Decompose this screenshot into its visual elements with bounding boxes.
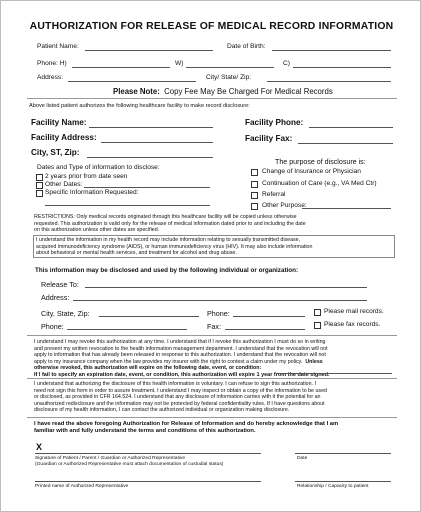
facility-phone-field[interactable] <box>309 127 393 128</box>
revocation-line: apply to information that has already been released in response to this authorization. I understand that the revocation will not <box>34 352 326 359</box>
phone-home-field[interactable] <box>72 67 170 68</box>
date-option-checkbox-1[interactable] <box>36 182 43 189</box>
acknowledgement-line: familiar with and fully understand the terms and conditions of this authorization. <box>34 428 256 435</box>
release-to-field[interactable] <box>85 287 367 288</box>
facility-intro: Above listed patient authorizes the following healthcare facility to make record disclosure: <box>29 103 250 109</box>
revocation-unless: Unless <box>305 358 323 365</box>
facility-name-label: Facility Name: <box>31 118 87 127</box>
address-label: Address: <box>37 74 64 81</box>
revocation-line: and present my written revocation to the health information management department. I understand that the revocation will not <box>34 345 328 352</box>
acknowledgement <box>34 421 338 436</box>
city-state-zip-field[interactable] <box>267 81 391 82</box>
phone-cell-field[interactable] <box>293 67 391 68</box>
dates-heading: Dates and Type of information to disclose: <box>37 164 160 171</box>
purpose-label-2: Referral <box>262 191 286 198</box>
facility-phone-label: Facility Phone: <box>245 118 304 127</box>
printed-name-field[interactable] <box>35 481 261 482</box>
date-option-checkbox-0[interactable] <box>36 174 43 181</box>
date-field[interactable] <box>295 453 391 454</box>
date-option-label-2: Specific Information Requested: <box>45 189 139 196</box>
please-note-text: Copy Fee May Be Charged For Medical Records <box>164 87 333 96</box>
restrictions-text <box>34 214 394 234</box>
revocation-text: apply to my insurance company when the law provides my insurer with the right to contest a claim under my policy. <box>34 358 303 365</box>
divider <box>27 417 397 418</box>
purpose-label-3: Other Purpose: <box>262 202 307 209</box>
purpose-checkbox-1[interactable] <box>251 181 258 188</box>
dob-label: Date of Birth: <box>227 43 266 50</box>
release-phone-field[interactable] <box>233 316 305 317</box>
release-address-label: Address: <box>41 293 70 302</box>
divider <box>27 378 397 379</box>
facility-name-field[interactable] <box>89 127 213 128</box>
patient-name-label: Patient Name: <box>37 43 79 50</box>
date-label: Date <box>297 456 308 461</box>
purpose-label-1: Continuation of Care (e.g., VA Med Ctr) <box>262 180 377 187</box>
form-title: AUTHORIZATION FOR RELEASE OF MEDICAL RECORD INFORMATION <box>29 21 394 32</box>
other-purpose-field[interactable] <box>302 208 391 209</box>
voluntary-line: disclosure of my health information, I can contact the authorized individual or organization making disclosure. <box>34 407 290 414</box>
city-state-zip-label: City/ State/ Zip: <box>206 74 252 81</box>
phone-work-field[interactable] <box>186 67 274 68</box>
voluntary-line: unauthorized redisclosure and the information may not be protected by federal confidentiality rules. If I have questions about <box>34 400 325 407</box>
voluntary-line: or disclosed, as provided in CFR 164.524. I understand that any disclosure of information carries with it the potential for an <box>34 394 321 401</box>
release-phone2-label: Phone: <box>41 322 64 331</box>
release-fax-field[interactable] <box>225 329 305 330</box>
divider <box>27 98 397 99</box>
restrictions-line: RESTRICTIONS: Only medical records originated through this healthcare facility will be copied unless otherwise <box>34 214 297 220</box>
phone-cell-label: C) <box>283 60 290 67</box>
revocation-line: I understand I may revoke this authorization at any time. I understand that if I revoke this authorization I must do so in writing <box>34 339 326 345</box>
signature-x-mark: X <box>36 442 43 452</box>
release-phone-label: Phone: <box>207 309 230 318</box>
revocation-line <box>34 359 394 366</box>
release-city-label: City, State, Zip: <box>41 309 90 318</box>
release-fax-label: Fax: <box>207 322 221 331</box>
relationship-field[interactable] <box>295 481 391 482</box>
date-option-label-1: Other Dates: <box>45 181 83 188</box>
signature-sub-label: (Guardian or Authorized Representative must attach documentation of custodial status) <box>35 462 224 467</box>
specific-info-field[interactable] <box>45 205 210 206</box>
purpose-checkbox-0[interactable] <box>251 169 258 176</box>
notice-line: I understand the information in my health record may include information relating to sexually transmitted disease, <box>36 237 301 243</box>
voluntary-line: I understand that authorizing the disclosure of this health information is voluntary. I can refuse to sign this authorization. I <box>34 381 316 387</box>
facility-address-field[interactable] <box>101 142 213 143</box>
expiration-field[interactable] <box>276 373 392 374</box>
release-phone2-field[interactable] <box>67 329 187 330</box>
purpose-heading: The purpose of disclosure is: <box>275 158 366 166</box>
purpose-checkbox-2[interactable] <box>251 192 258 199</box>
mail-records-label: Please mail records. <box>324 308 384 315</box>
relationship-label: Relationship / Capacity to patient <box>297 484 369 489</box>
facility-fax-label: Facility Fax: <box>245 134 293 143</box>
facility-city-field[interactable] <box>87 157 213 158</box>
release-to-label: Release To: <box>41 280 79 289</box>
release-heading: This information may be disclosed and used by the following individual or organization: <box>35 267 299 274</box>
other-dates-field[interactable] <box>84 187 210 188</box>
dob-field[interactable] <box>272 50 391 51</box>
signature-field[interactable] <box>35 453 261 454</box>
mail-records-checkbox[interactable] <box>314 309 321 316</box>
facility-address-label: Facility Address: <box>31 133 97 142</box>
patient-name-field[interactable] <box>85 50 213 51</box>
release-city-field[interactable] <box>99 316 199 317</box>
fax-records-label: Please fax records. <box>324 321 381 328</box>
divider <box>27 335 397 336</box>
fax-records-checkbox[interactable] <box>314 322 321 329</box>
signature-label: Signature of Patient / Parent / Guardian or Authorized Representative <box>35 456 186 461</box>
voluntary-paragraph <box>34 381 394 414</box>
purpose-label-0: Change of Insurance or Physician <box>262 168 361 175</box>
date-option-label-0: 2 years prior from date seen <box>45 173 128 180</box>
acknowledgement-line: I have read the above foregoing Authorization for Release of Information and do hereby acknowledge that I am <box>34 421 339 427</box>
facility-city-label: City, ST, Zip: <box>31 148 80 157</box>
restrictions-line: requested. This authorization is valid only for the release of medical information dated prior to and including the date <box>34 220 306 227</box>
sensitive-info-notice <box>33 235 395 258</box>
facility-fax-field[interactable] <box>298 143 393 144</box>
please-note-label: Please Note: <box>113 87 160 96</box>
phone-work-label: W) <box>175 60 184 67</box>
voluntary-line: need not sign this form in order to assure treatment. I understand I may inspect or obtain a copy of the information to be used <box>34 387 327 394</box>
notice-line: about behavioral or mental health services, and treatment for alcohol and drug abuse. <box>36 250 237 257</box>
date-option-checkbox-2[interactable] <box>36 190 43 197</box>
please-note <box>113 87 333 96</box>
printed-name-label: Printed name of Authorized Representative <box>35 484 129 489</box>
purpose-checkbox-3[interactable] <box>251 203 258 210</box>
address-field[interactable] <box>68 81 196 82</box>
revocation-default-expire: If I fail to specify an expiration date, event, or condition, this authorization will expire 1 year from the date signed. <box>34 371 330 378</box>
notice-line: acquired immunodeficiency syndrome (AIDS), or human immunodeficiency virus (HIV). It may also include information <box>36 243 313 250</box>
phone-home-label: Phone: H) <box>37 60 67 67</box>
release-address-field[interactable] <box>73 300 367 301</box>
revocation-expire-line: otherwise revoked, this authorization will expire on the following date, event, or condition: <box>34 365 262 372</box>
restrictions-line: on this authorization unless other dates are specified. <box>34 227 160 234</box>
